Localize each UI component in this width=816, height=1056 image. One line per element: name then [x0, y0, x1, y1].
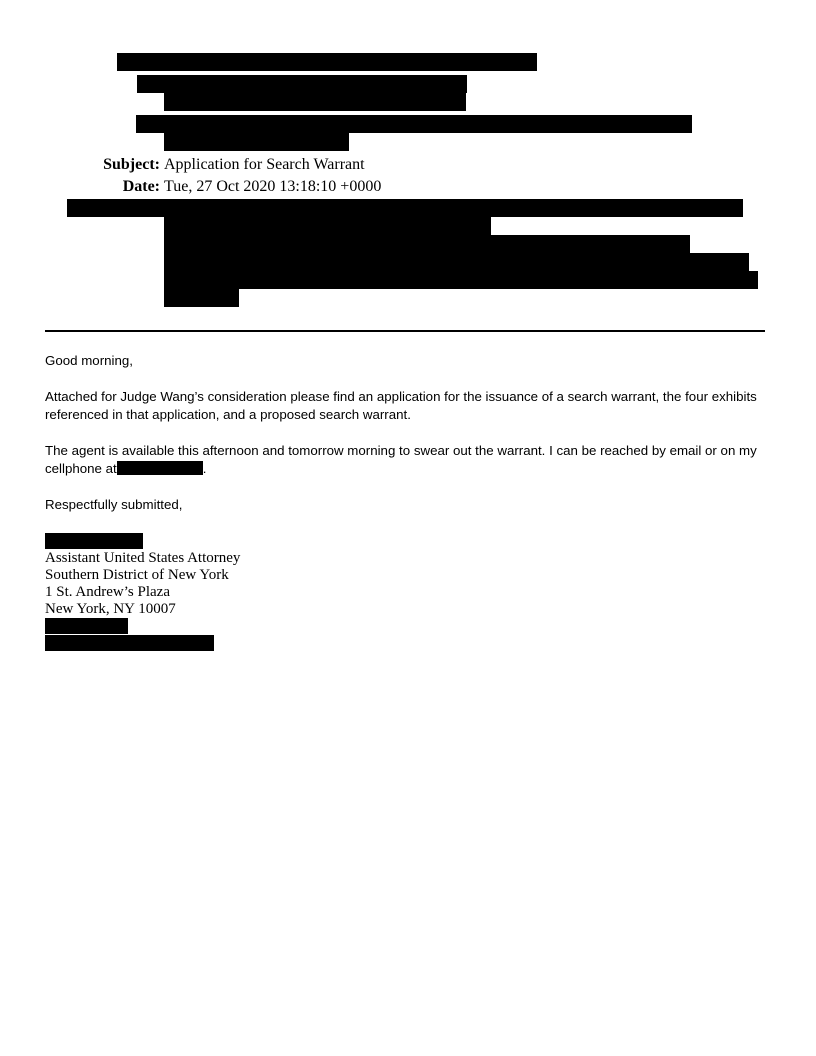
- redaction-phone: [117, 461, 203, 475]
- closing: Respectfully submitted,: [45, 497, 183, 512]
- signature-address1: 1 St. Andrew’s Plaza: [45, 584, 170, 600]
- paragraph-availability-text: The agent is available this afternoon and tomorrow morning to swear out the warrant. I can be reached by email or on my cellphone at: [45, 443, 757, 476]
- header-divider: [45, 330, 765, 332]
- redaction-cc-line1: [136, 115, 692, 133]
- redaction-recipients-line1: [67, 199, 743, 217]
- subject-label: Subject:: [103, 156, 160, 173]
- redaction-signer-email: [45, 635, 214, 651]
- redaction-from: [117, 53, 537, 71]
- redaction-recipients-line4: [164, 253, 749, 271]
- redaction-recipients-line6: [164, 289, 239, 307]
- subject-value: Application for Search Warrant: [164, 156, 365, 173]
- redaction-cc-line2: [164, 133, 349, 151]
- paragraph-availability-end: .: [202, 461, 207, 476]
- redaction-to-line2: [164, 93, 466, 111]
- redaction-recipients-line5: [164, 271, 758, 289]
- date-value: Tue, 27 Oct 2020 13:18:10 +0000: [164, 178, 382, 195]
- signature-title: Assistant United States Attorney: [45, 550, 241, 566]
- date-label: Date:: [122, 178, 160, 195]
- redaction-recipients-line3: [164, 235, 690, 253]
- redaction-recipients-line2: [164, 217, 491, 235]
- signature-address2: New York, NY 10007: [45, 601, 176, 617]
- redaction-signer-phone: [45, 618, 128, 634]
- greeting: Good morning,: [45, 353, 133, 368]
- redaction-to-line1: [137, 75, 467, 93]
- signature-office: Southern District of New York: [45, 567, 229, 583]
- paragraph-availability: [45, 442, 770, 478]
- paragraph-attachments: Attached for Judge Wang’s consideration please find an application for the issuance of a search warrant, the four exhibits referenced in that application, and a proposed search warrant.: [45, 389, 757, 422]
- redaction-signer-name: [45, 533, 143, 549]
